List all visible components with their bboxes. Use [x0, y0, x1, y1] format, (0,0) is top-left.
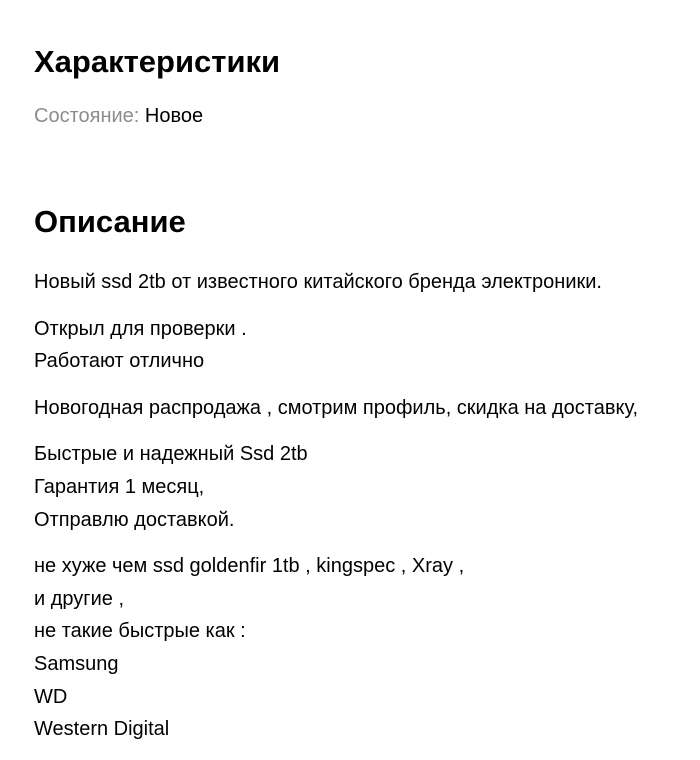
description-line: Открыл для проверки .: [34, 317, 247, 340]
condition-row: [34, 104, 203, 128]
description-paragraph: [34, 392, 684, 425]
description-paragraph: [34, 313, 684, 378]
description-line: Отправлю доставкой.: [34, 508, 235, 531]
description-line: Быстрые и надежный Ssd 2tb: [34, 443, 308, 466]
description-line: Samsung: [34, 652, 119, 675]
description-paragraph: [34, 266, 684, 299]
condition-value: Новое: [144, 105, 204, 127]
description-line: Новогодная распродажа , смотрим профиль, скидка на доставку,: [34, 396, 638, 419]
characteristics-heading: Характеристики: [34, 44, 281, 79]
description-line: Гарантия 1 месяц,: [34, 475, 205, 498]
description-line: и другие ,: [34, 587, 124, 610]
description-heading: Описание: [34, 204, 186, 239]
description-line: WD: [34, 685, 68, 708]
description-paragraph: [34, 550, 684, 746]
description-body: [34, 266, 684, 760]
description-line: Работают отлично: [34, 350, 205, 373]
description-line: не хуже чем ssd goldenfir 1tb , kingspec , Xray ,: [34, 555, 465, 578]
description-line: Western Digital: [34, 718, 170, 741]
description-line: Новый ssd 2tb от известного китайского бренда электроники.: [34, 271, 602, 293]
description-line: не такие быстрые как :: [34, 620, 246, 643]
condition-label: Состояние:: [34, 105, 140, 127]
description-paragraph: [34, 438, 684, 536]
